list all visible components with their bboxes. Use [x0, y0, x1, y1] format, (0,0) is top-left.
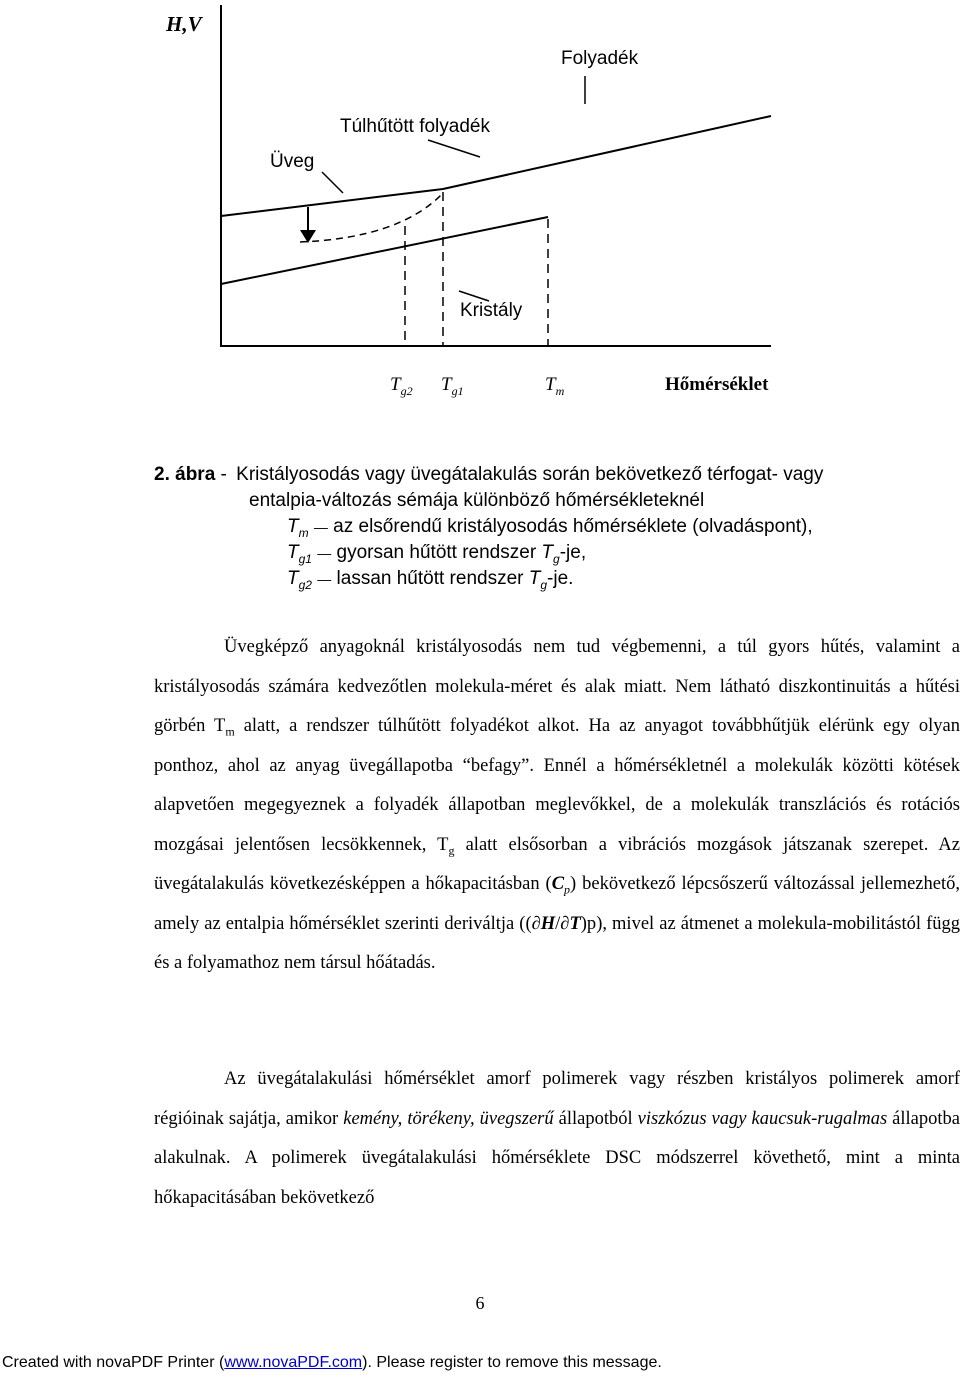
page-number: 6: [475, 1293, 485, 1313]
paragraph-1: Üvegképző anyagoknál kristályosodás nem tud végbemenni, a túl gyors hűtés, valamint a kristályosodás számára kedvezőtlen molekula-méret és alak miatt. Nem látható diszkontinuitás a hűtési görbén $T_m$ alatt, a rendszer túlhűtött folyadékot alkot. Ha az anyagot továbbhűtjük elérünk egy olyan ponthoz, ahol az anyag üvegállapotba “befagy”. Ennél a hőmérsékletnél a molekulák közötti kötések alapvetően megegyeznek a folyadék állapotban meglevőkkel, de a molekulák transzlációs és rotációs mozgásai jelentősen lecsökkennek, $T_g$ alatt elsősorban a vibrációs mozgások játszanak szerepet. Az üvegátalakulás következésképpen a hőkapacitásban $(C_p)$ bekövetkező lépcsőszerű változással jellemezhető, amely az entalpia hőmérséklet szerinti deriváltja ((∂H/∂T)p), mivel az átmenet a molekula-mobilitástól függ és a folyamathoz nem társul hőátadás.: [154, 637, 960, 973]
glass-leader: [322, 172, 343, 193]
x-axis-label: Hőmérséklet: [665, 374, 769, 395]
glass-label: Üveg: [270, 151, 315, 172]
liquid-line: [443, 116, 771, 189]
footer-notice: Created with novaPDF Printer (www.novaPDF.com). Please register to remove this message.: [2, 1354, 662, 1371]
tick-tg2: $T_{g2}$: [390, 374, 413, 398]
caption-tg2: $T_{g2}$ — lassan hűtött rendszer $T_g-je$.: [287, 568, 574, 592]
y-axis-label: H,V: [166, 12, 202, 36]
caption-tm: $T_m$ — az elsőrendű kristályosodás hőmérséklete (olvadáspont),: [287, 516, 813, 540]
caption-line-1: 2. ábra - Kristályosodás vagy üvegátalakulás során bekövetkező térfogat- vagy: [154, 464, 824, 485]
footer-link[interactable]: www.novaPDF.com: [224, 1354, 363, 1371]
caption-line-2: entalpia-változás sémája különböző hőmérsékleteknél: [249, 490, 705, 511]
slow-cooling-curve: [300, 193, 443, 242]
glass-line: [221, 189, 443, 216]
supercooled-leader: [428, 140, 480, 157]
caption-tg1: $T_{g1}$ — gyorsan hűtött rendszer $T_g-je$,: [287, 542, 587, 566]
liquid-label: Folyadék: [561, 48, 639, 69]
crystal-label: Kristály: [460, 300, 523, 321]
tick-tg1: $T_{g1}$: [441, 374, 464, 398]
tick-tm: $T_m$: [545, 374, 565, 398]
crystal-line: [221, 217, 548, 284]
paragraph-2: Az üvegátalakulási hőmérséklet amorf polimerek vagy részben kristályos polimerek amorf régióinak sajátja, amikor kemény, törékeny, üvegszerű állapotból viszkózus vagy kaucsuk-rugalmas állapotba alakulnak. A polimerek üvegátalakulási hőmérséklete DSC módszerrel követhető, mint a minta hőkapacitásában bekövetkező: [154, 1069, 960, 1208]
supercooled-label: Túlhűtött folyadék: [340, 116, 490, 137]
